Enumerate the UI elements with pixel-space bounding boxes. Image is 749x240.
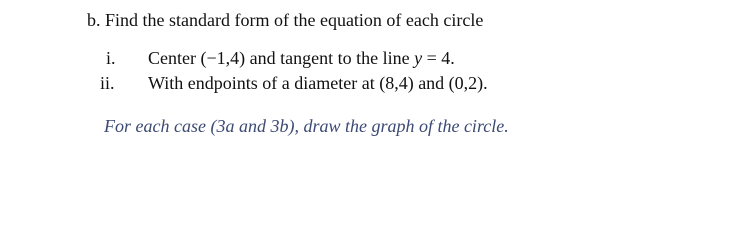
- graph-instruction: For each case (3a and 3b), draw the graph of the circle.: [104, 116, 509, 136]
- item-number: i.: [106, 48, 116, 68]
- item-text-end: = 4.: [422, 48, 455, 68]
- list-item: [104, 47, 455, 69]
- item-text: Center (−1,4) and tangent to the line: [148, 48, 415, 68]
- problem-heading: b. Find the standard form of the equation of each circle: [87, 10, 484, 30]
- item-number: ii.: [100, 73, 115, 93]
- list-item: [100, 72, 488, 94]
- math-variable: y: [414, 48, 423, 68]
- item-text: With endpoints of a diameter at (8,4) and (0,2).: [148, 73, 488, 93]
